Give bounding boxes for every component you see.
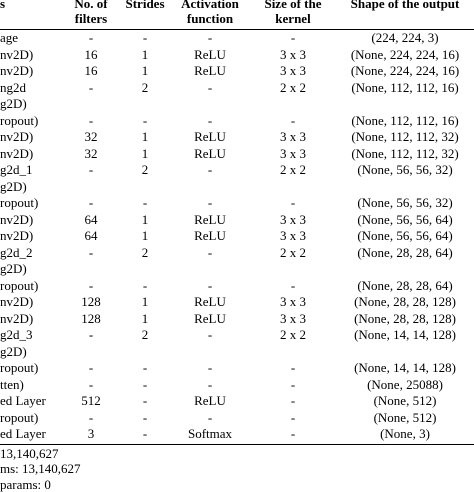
activation-cell: - <box>207 360 213 375</box>
strides-cell: 2 <box>141 162 149 177</box>
strides-cell: 1 <box>141 294 149 309</box>
header-kernel: kernel <box>275 11 311 26</box>
filters-cell: 16 <box>84 63 98 78</box>
filters-cell: 64 <box>84 228 98 243</box>
activation-cell: - <box>207 277 213 293</box>
strides-cell: 1 <box>141 46 149 62</box>
header-filters: filters <box>74 11 108 26</box>
strides-cell: 2 <box>141 244 149 260</box>
layer-name: tten) <box>0 376 24 392</box>
layer-name: nv2D) <box>0 63 34 78</box>
kernel-cell: 3 x 3 <box>280 211 306 227</box>
strides-cell: 1 <box>141 211 149 227</box>
output-shape-cell: (None, 112, 112, 32) <box>351 145 459 161</box>
kernel-cell: - <box>290 30 296 45</box>
layer-name-cont: g2D) <box>0 343 27 359</box>
layer-name: nv2D) <box>0 310 34 326</box>
filters-cell: - <box>88 112 94 128</box>
header-strides: Strides <box>125 0 165 11</box>
activation-cell: - <box>207 79 213 95</box>
non-trainable-params: params: 0 <box>0 476 51 492</box>
activation-cell: - <box>207 162 213 177</box>
output-shape-cell: (None, 3) <box>380 426 430 441</box>
strides-cell: - <box>142 393 148 408</box>
layer-name: age <box>0 30 19 45</box>
strides-cell: - <box>142 376 148 392</box>
activation-cell: Softmax <box>187 426 233 441</box>
output-shape-cell: (None, 512) <box>373 409 437 425</box>
total-params: 13,140,627 <box>0 445 59 461</box>
filters-cell: - <box>88 244 94 260</box>
layer-name: g2d_3 <box>0 327 33 342</box>
filters-cell: 32 <box>84 129 98 144</box>
header-kernel: Size of the <box>264 0 322 11</box>
activation-cell: - <box>207 112 213 128</box>
kernel-cell: - <box>290 376 296 392</box>
strides-cell: - <box>142 30 148 45</box>
strides-cell: - <box>142 195 148 210</box>
header-filters: No. of <box>74 0 108 11</box>
output-shape-cell: (None, 224, 224, 16) <box>350 46 460 62</box>
layer-name: nv2D) <box>0 145 34 161</box>
filters-cell: 512 <box>81 393 101 408</box>
output-shape-cell: (None, 112, 112, 16) <box>351 79 459 95</box>
layer-name: nv2D) <box>0 129 34 144</box>
layer-name-cont: g2D) <box>0 178 27 194</box>
layer-name: ropout) <box>0 360 39 375</box>
output-shape-cell: (None, 512) <box>373 393 437 408</box>
header-output: Shape of the output <box>350 0 460 11</box>
strides-cell: - <box>142 409 148 425</box>
output-shape-cell: (None, 14, 14, 128) <box>354 360 456 375</box>
layer-name: ropout) <box>0 112 39 128</box>
filters-cell: - <box>88 360 94 375</box>
activation-cell: - <box>207 195 213 210</box>
activation-cell: ReLU <box>194 63 226 78</box>
layer-name: nv2D) <box>0 294 34 309</box>
layer-name: g2d_1 <box>0 162 33 177</box>
header-layer: s <box>0 0 6 11</box>
filters-cell: - <box>88 195 94 210</box>
filters-cell: - <box>88 327 94 342</box>
filters-cell: 16 <box>84 46 98 62</box>
kernel-cell: 2 x 2 <box>280 244 306 260</box>
kernel-cell: 3 x 3 <box>280 145 306 161</box>
filters-cell: - <box>88 162 94 177</box>
kernel-cell: 3 x 3 <box>280 46 306 62</box>
output-shape-cell: (None, 28, 28, 64) <box>357 244 453 260</box>
activation-cell: - <box>207 327 213 342</box>
kernel-cell: - <box>290 393 296 408</box>
output-shape-cell: (None, 14, 14, 128) <box>354 327 456 342</box>
layer-name: ed Layer <box>0 426 46 441</box>
output-shape-cell: (None, 25088) <box>367 376 443 392</box>
layer-name: ropout) <box>0 277 39 293</box>
strides-cell: 2 <box>141 79 149 95</box>
layer-name: ng2d <box>0 79 26 95</box>
strides-cell: 1 <box>141 129 149 144</box>
filters-cell: - <box>88 277 94 293</box>
header-activation: function <box>186 11 234 26</box>
kernel-cell: - <box>290 409 296 425</box>
output-shape-cell: (None, 56, 56, 32) <box>357 195 453 210</box>
strides-cell: - <box>142 426 148 441</box>
layer-name: nv2D) <box>0 228 34 243</box>
output-shape-cell: (None, 56, 56, 64) <box>357 211 453 227</box>
activation-cell: ReLU <box>194 145 226 161</box>
output-shape-cell: (None, 112, 112, 32) <box>351 129 459 144</box>
layer-name-cont: g2D) <box>0 96 27 111</box>
layer-name: ed Layer <box>0 393 46 408</box>
output-shape-cell: (None, 56, 56, 32) <box>357 162 453 177</box>
kernel-cell: - <box>290 426 296 441</box>
activation-cell: - <box>207 409 213 425</box>
filters-cell: 128 <box>81 310 101 326</box>
filters-cell: - <box>88 79 94 95</box>
trainable-params: ms: 13,140,627 <box>0 461 81 476</box>
kernel-cell: 3 x 3 <box>280 294 306 309</box>
strides-cell: - <box>142 277 148 293</box>
layer-name: nv2D) <box>0 211 34 227</box>
layer-name: ropout) <box>0 195 39 210</box>
activation-cell: ReLU <box>194 211 226 227</box>
layer-name: g2d_2 <box>0 244 33 260</box>
output-shape-cell: (None, 28, 28, 128) <box>354 310 456 326</box>
layer-name-cont: g2D) <box>0 261 27 276</box>
strides-cell: - <box>142 112 148 128</box>
activation-cell: - <box>207 244 213 260</box>
strides-cell: 1 <box>141 63 149 78</box>
filters-cell: 64 <box>84 211 98 227</box>
output-shape-cell: (None, 28, 28, 128) <box>354 294 456 309</box>
kernel-cell: 3 x 3 <box>280 63 306 78</box>
output-shape-cell: (224, 224, 3) <box>371 30 439 45</box>
kernel-cell: 3 x 3 <box>280 310 306 326</box>
activation-cell: ReLU <box>194 393 226 408</box>
strides-cell: 1 <box>141 145 149 161</box>
activation-cell: ReLU <box>194 310 226 326</box>
activation-cell: ReLU <box>194 46 226 62</box>
layer-name: nv2D) <box>0 46 34 62</box>
activation-cell: ReLU <box>194 294 226 309</box>
strides-cell: 1 <box>141 310 149 326</box>
filters-cell: 128 <box>81 294 101 309</box>
kernel-cell: - <box>290 112 296 128</box>
activation-cell: - <box>207 376 213 392</box>
strides-cell: 2 <box>141 327 149 342</box>
kernel-cell: - <box>290 195 296 210</box>
activation-cell: ReLU <box>194 228 226 243</box>
header-activation: Activation <box>181 0 239 11</box>
kernel-cell: 2 x 2 <box>280 327 306 342</box>
strides-cell: - <box>142 360 148 375</box>
kernel-cell: 2 x 2 <box>280 79 306 95</box>
output-shape-cell: (None, 56, 56, 64) <box>357 228 453 243</box>
output-shape-cell: (None, 224, 224, 16) <box>350 63 460 78</box>
kernel-cell: 3 x 3 <box>280 228 306 243</box>
filters-cell: - <box>88 376 94 392</box>
filters-cell: 3 <box>87 426 95 441</box>
activation-cell: - <box>207 30 213 45</box>
layer-name: ropout) <box>0 409 39 425</box>
filters-cell: 32 <box>84 145 98 161</box>
kernel-cell: 3 x 3 <box>280 129 306 144</box>
output-shape-cell: (None, 28, 28, 64) <box>357 277 453 293</box>
filters-cell: - <box>88 409 94 425</box>
kernel-cell: - <box>290 360 296 375</box>
strides-cell: 1 <box>141 228 149 243</box>
filters-cell: - <box>88 30 94 45</box>
kernel-cell: - <box>290 277 296 293</box>
output-shape-cell: (None, 112, 112, 16) <box>351 112 459 128</box>
kernel-cell: 2 x 2 <box>280 162 306 177</box>
table-bottom-rule <box>0 444 474 445</box>
activation-cell: ReLU <box>194 129 226 144</box>
